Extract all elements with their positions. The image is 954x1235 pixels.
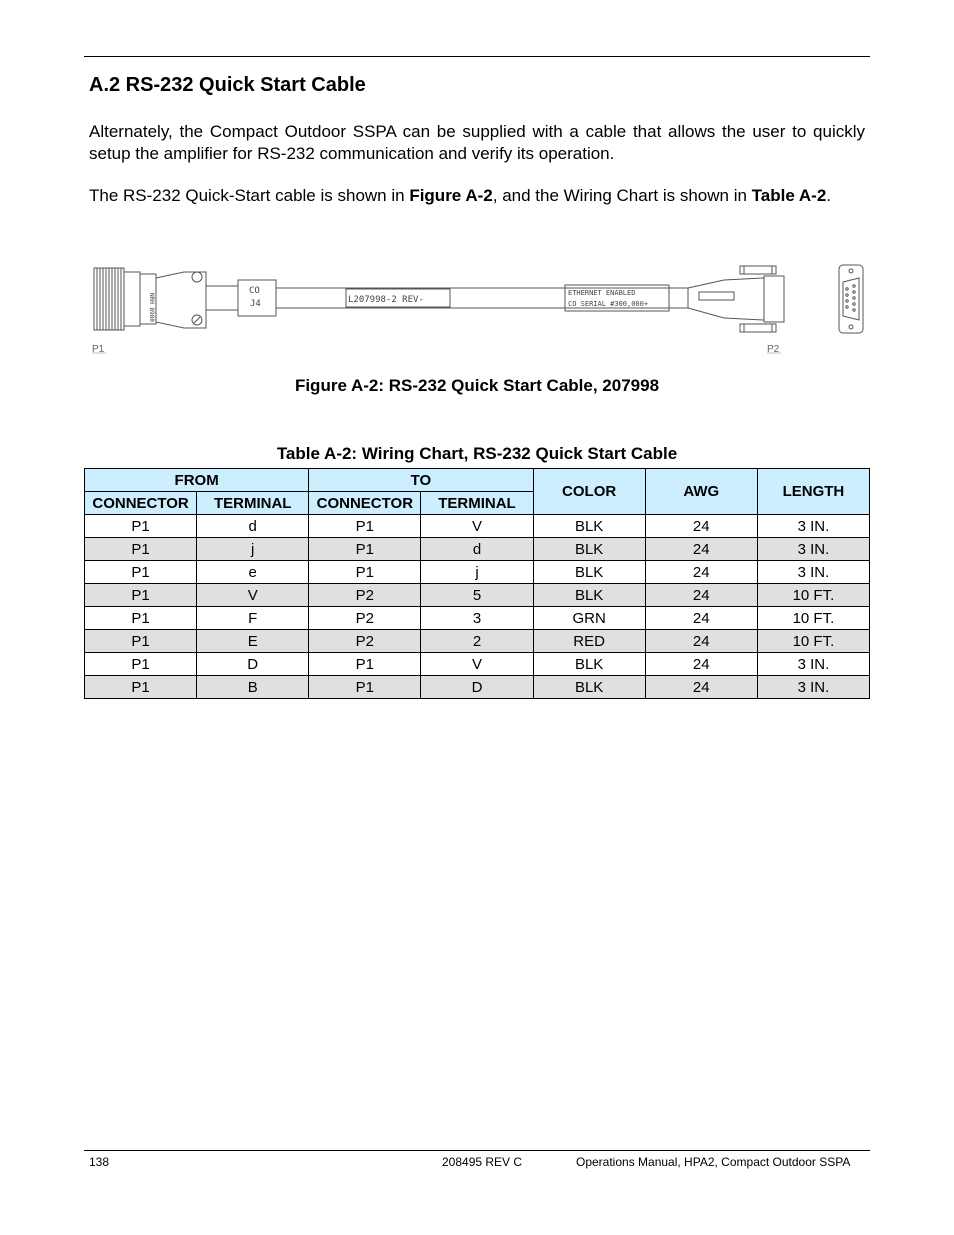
table-cell: P1 [85,653,197,676]
table-cell: P2 [309,630,421,653]
table-cell: 3 IN. [757,538,869,561]
table-cell: d [421,538,533,561]
p1-label: P1 [92,344,105,355]
table-cell: D [421,676,533,699]
para2-text-1: The RS-232 Quick-Start cable is shown in [89,186,410,205]
table-cell: P1 [85,584,197,607]
table-cell: 24 [645,607,757,630]
figure-caption: Figure A-2: RS-232 Quick Start Cable, 207998 [294,376,660,395]
document-number: 208495 REV C [442,1155,523,1169]
part-label: L207998-2 REV- [348,295,424,305]
p2-label: P2 [767,344,780,355]
length-header: LENGTH [757,469,869,515]
wiring-chart-table [84,468,870,699]
color-header: COLOR [533,469,645,515]
to-header: TO [309,469,533,492]
cable-drawing [84,258,870,358]
table-cell: BLK [533,538,645,561]
table-cell: P1 [85,630,197,653]
figure-reference: Figure A-2 [409,186,493,205]
reference-paragraph [89,185,865,207]
table-row [85,584,870,607]
table-cell: 24 [645,538,757,561]
table-cell: 24 [645,584,757,607]
table-reference: Table A-2 [751,186,827,205]
table-cell: 24 [645,515,757,538]
table-cell: j [197,538,309,561]
connector-text: NRH 8980 [148,293,155,322]
table-cell: P1 [309,515,421,538]
table-cell: P1 [309,653,421,676]
table-cell: BLK [533,584,645,607]
co-label: CO [249,286,260,296]
to-terminal-header: TERMINAL [421,492,533,515]
table-cell: P1 [85,561,197,584]
table-cell: E [197,630,309,653]
table-cell: 24 [645,561,757,584]
table-cell: P1 [309,676,421,699]
table-cell: e [197,561,309,584]
from-header: FROM [85,469,309,492]
intro-paragraph: Alternately, the Compact Outdoor SSPA can be supplied with a cable that allows the user to quickly setup the amplifier for RS-232 communication and verify its operation. [89,122,865,163]
table-cell: 24 [645,653,757,676]
table-cell: V [421,515,533,538]
tag-line-1: ETHERNET ENABLED [568,289,636,297]
section-heading: A.2 RS-232 Quick Start Cable [89,74,366,96]
table-caption: Table A-2: Wiring Chart, RS-232 Quick Start Cable [276,444,678,463]
table-cell: P2 [309,584,421,607]
table-cell: P1 [309,561,421,584]
table-cell: D [197,653,309,676]
table-row [85,607,870,630]
table-cell: 3 IN. [757,676,869,699]
table-cell: 3 [421,607,533,630]
j4-label: J4 [250,299,261,309]
awg-header: AWG [645,469,757,515]
table-cell: 3 IN. [757,515,869,538]
table-cell: BLK [533,561,645,584]
to-connector-header: CONNECTOR [309,492,421,515]
table-cell: P1 [85,515,197,538]
table-row [85,676,870,699]
table-cell: BLK [533,676,645,699]
table-cell: BLK [533,515,645,538]
table-cell: B [197,676,309,699]
table-row [85,515,870,538]
table-cell: GRN [533,607,645,630]
table-cell: j [421,561,533,584]
table-cell: V [421,653,533,676]
table-cell: 5 [421,584,533,607]
para2-text-2: , and the Wiring Chart is shown in [492,186,752,205]
table-cell: 3 IN. [757,653,869,676]
table-row [85,653,870,676]
table-cell: RED [533,630,645,653]
table-cell: V [197,584,309,607]
page-number: 138 [89,1155,110,1169]
footer-rule [84,1150,870,1151]
table-cell: BLK [533,653,645,676]
table-cell: P1 [85,676,197,699]
table-cell: 24 [645,630,757,653]
manual-title: Operations Manual, HPA2, Compact Outdoor SSPA [576,1155,851,1169]
table-row [85,630,870,653]
table-row [85,561,870,584]
table-cell: P1 [85,607,197,630]
table-cell: d [197,515,309,538]
table-cell: 10 FT. [757,630,869,653]
header-rule [84,56,870,57]
table-cell: P1 [85,538,197,561]
para2-text-3: . [826,186,832,205]
table-cell: 24 [645,676,757,699]
table-cell: 2 [421,630,533,653]
tag-line-2: CO SERIAL #300,000+ [568,300,649,308]
from-connector-header: CONNECTOR [85,492,197,515]
table-cell: 10 FT. [757,584,869,607]
from-terminal-header: TERMINAL [197,492,309,515]
table-row [85,538,870,561]
table-cell: 10 FT. [757,607,869,630]
table-cell: 3 IN. [757,561,869,584]
table-cell: P2 [309,607,421,630]
table-cell: P1 [309,538,421,561]
table-cell: F [197,607,309,630]
